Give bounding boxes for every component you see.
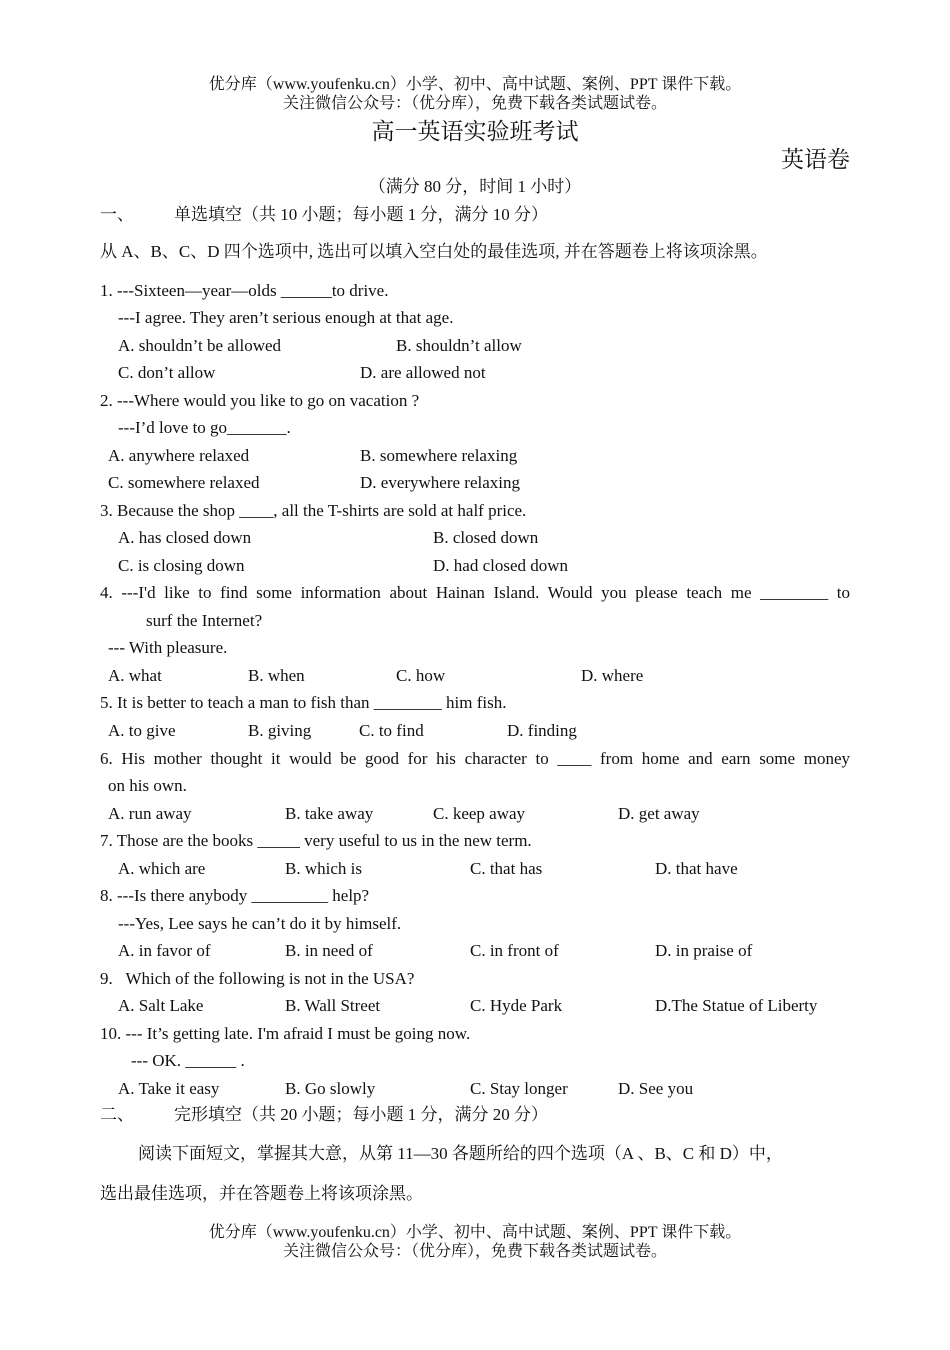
question-10-response: --- OK. ______ . xyxy=(131,1051,245,1070)
question-7-option-a: A. which are xyxy=(118,859,206,878)
question-4-option-b: B. when xyxy=(248,666,305,685)
section-2-instructions-line-1: 阅读下面短文，掌握其大意，从第 11—30 各题所给的四个选项（A 、B、C 和 D）中， xyxy=(138,1144,783,1163)
question-6-stem-continued: on his own. xyxy=(108,776,187,795)
question-10-stem: 10. --- It’s getting late. I'm afraid I must be going now. xyxy=(100,1024,471,1043)
question-9-option-d: D.The Statue of Liberty xyxy=(655,996,818,1015)
score-info: （满分 80 分，时间 1 小时） xyxy=(368,177,582,196)
question-6-option-b: B. take away xyxy=(285,804,374,823)
question-10-option-b: B. Go slowly xyxy=(285,1079,376,1098)
question-1-option-c: C. don’t allow xyxy=(118,363,216,382)
question-3-option-d: D. had closed down xyxy=(433,556,569,575)
question-1-option-a: A. shouldn’t be allowed xyxy=(118,336,282,355)
question-1-option-b: B. shouldn’t allow xyxy=(396,336,522,355)
section-1-number: 一、 xyxy=(100,205,134,224)
question-3-option-c: C. is closing down xyxy=(118,556,245,575)
section-1-title: 单选填空（共 10 小题；每小题 1 分，满分 10 分） xyxy=(174,205,548,224)
question-10-option-d: D. See you xyxy=(618,1079,694,1098)
question-9-option-c: C. Hyde Park xyxy=(470,996,563,1015)
question-9-stem: 9. Which of the following is not in the USA? xyxy=(100,969,415,988)
question-5-stem: 5. It is better to teach a man to fish than ________ him fish. xyxy=(100,693,507,712)
exam-title: 高一英语实验班考试 xyxy=(371,119,579,144)
section-2-heading xyxy=(100,1104,548,1126)
question-8-option-d: D. in praise of xyxy=(655,941,753,960)
question-10-option-a: A. Take it easy xyxy=(118,1079,220,1098)
question-6-stem: 6. His mother thought it would be good for his character to ____ from home and earn some money xyxy=(100,749,850,768)
question-7-stem: 7. Those are the books _____ very useful to us in the new term. xyxy=(100,831,532,850)
question-8-stem: 8. ---Is there anybody _________ help? xyxy=(100,886,370,905)
section-2-title: 完形填空（共 20 小题；每小题 1 分，满分 20 分） xyxy=(174,1105,548,1124)
question-3-option-a: A. has closed down xyxy=(118,528,252,547)
header-line-2: 关注微信公众号：（优分库），免费下载各类试题试卷。 xyxy=(282,95,667,112)
question-2-option-d: D. everywhere relaxing xyxy=(360,473,521,492)
question-3-stem: 3. Because the shop ____, all the T-shirts are sold at half price. xyxy=(100,501,527,520)
question-2-stem: 2. ---Where would you like to go on vacation ? xyxy=(100,391,420,410)
footer-line-2: 关注微信公众号：（优分库），免费下载各类试题试卷。 xyxy=(282,1243,667,1260)
question-8-response: ---Yes, Lee says he can’t do it by himself. xyxy=(118,914,402,933)
question-7-option-c: C. that has xyxy=(470,859,543,878)
question-4-stem-continued: surf the Internet? xyxy=(146,611,263,630)
question-4-option-c: C. how xyxy=(396,666,446,685)
question-1-response: ---I agree. They aren’t serious enough at that age. xyxy=(118,308,454,327)
question-6-option-c: C. keep away xyxy=(433,804,526,823)
question-4-option-d: D. where xyxy=(581,666,644,685)
question-8-option-b: B. in need of xyxy=(285,941,373,960)
header-line-1: 优分库（www.youfenku.cn）小学、初中、高中试题、案例、PPT 课件下载。 xyxy=(208,76,742,93)
question-4-stem: 4. ---I'd like to find some information about Hainan Island. Would you please teach me ________ to xyxy=(100,583,850,602)
question-9-option-a: A. Salt Lake xyxy=(118,996,204,1015)
question-1-option-d: D. are allowed not xyxy=(360,363,486,382)
question-4-option-a: A. what xyxy=(108,666,162,685)
question-2-option-c: C. somewhere relaxed xyxy=(108,473,260,492)
question-5-option-d: D. finding xyxy=(507,721,577,740)
section-2-instructions-line-2: 选出最佳选项，并在答题卷上将该项涂黑。 xyxy=(100,1184,423,1203)
question-1-stem: 1. ---Sixteen—year—olds ______to drive. xyxy=(100,281,389,300)
exam-subtitle: 英语卷 xyxy=(781,147,850,172)
question-6-option-d: D. get away xyxy=(618,804,700,823)
question-2-option-a: A. anywhere relaxed xyxy=(108,446,250,465)
question-2-option-b: B. somewhere relaxing xyxy=(360,446,518,465)
question-8-option-c: C. in front of xyxy=(470,941,559,960)
question-7-option-d: D. that have xyxy=(655,859,738,878)
question-10-option-c: C. Stay longer xyxy=(470,1079,568,1098)
question-2-response: ---I’d love to go_______. xyxy=(118,418,291,437)
question-9-option-b: B. Wall Street xyxy=(285,996,381,1015)
question-5-option-b: B. giving xyxy=(248,721,312,740)
section-2-number: 二、 xyxy=(100,1105,134,1124)
question-5-option-a: A. to give xyxy=(108,721,176,740)
question-8-option-a: A. in favor of xyxy=(118,941,211,960)
footer-line-1: 优分库（www.youfenku.cn）小学、初中、高中试题、案例、PPT 课件下载。 xyxy=(208,1224,742,1241)
question-5-option-c: C. to find xyxy=(359,721,424,740)
question-4-response: --- With pleasure. xyxy=(108,638,228,657)
question-7-option-b: B. which is xyxy=(285,859,362,878)
question-6-option-a: A. run away xyxy=(108,804,192,823)
section-1-instructions: 从 A、B、C、D 四个选项中, 选出可以填入空白处的最佳选项, 并在答题卷上将该项涂黑。 xyxy=(100,242,768,261)
section-1-heading xyxy=(100,204,548,226)
question-3-option-b: B. closed down xyxy=(433,528,539,547)
